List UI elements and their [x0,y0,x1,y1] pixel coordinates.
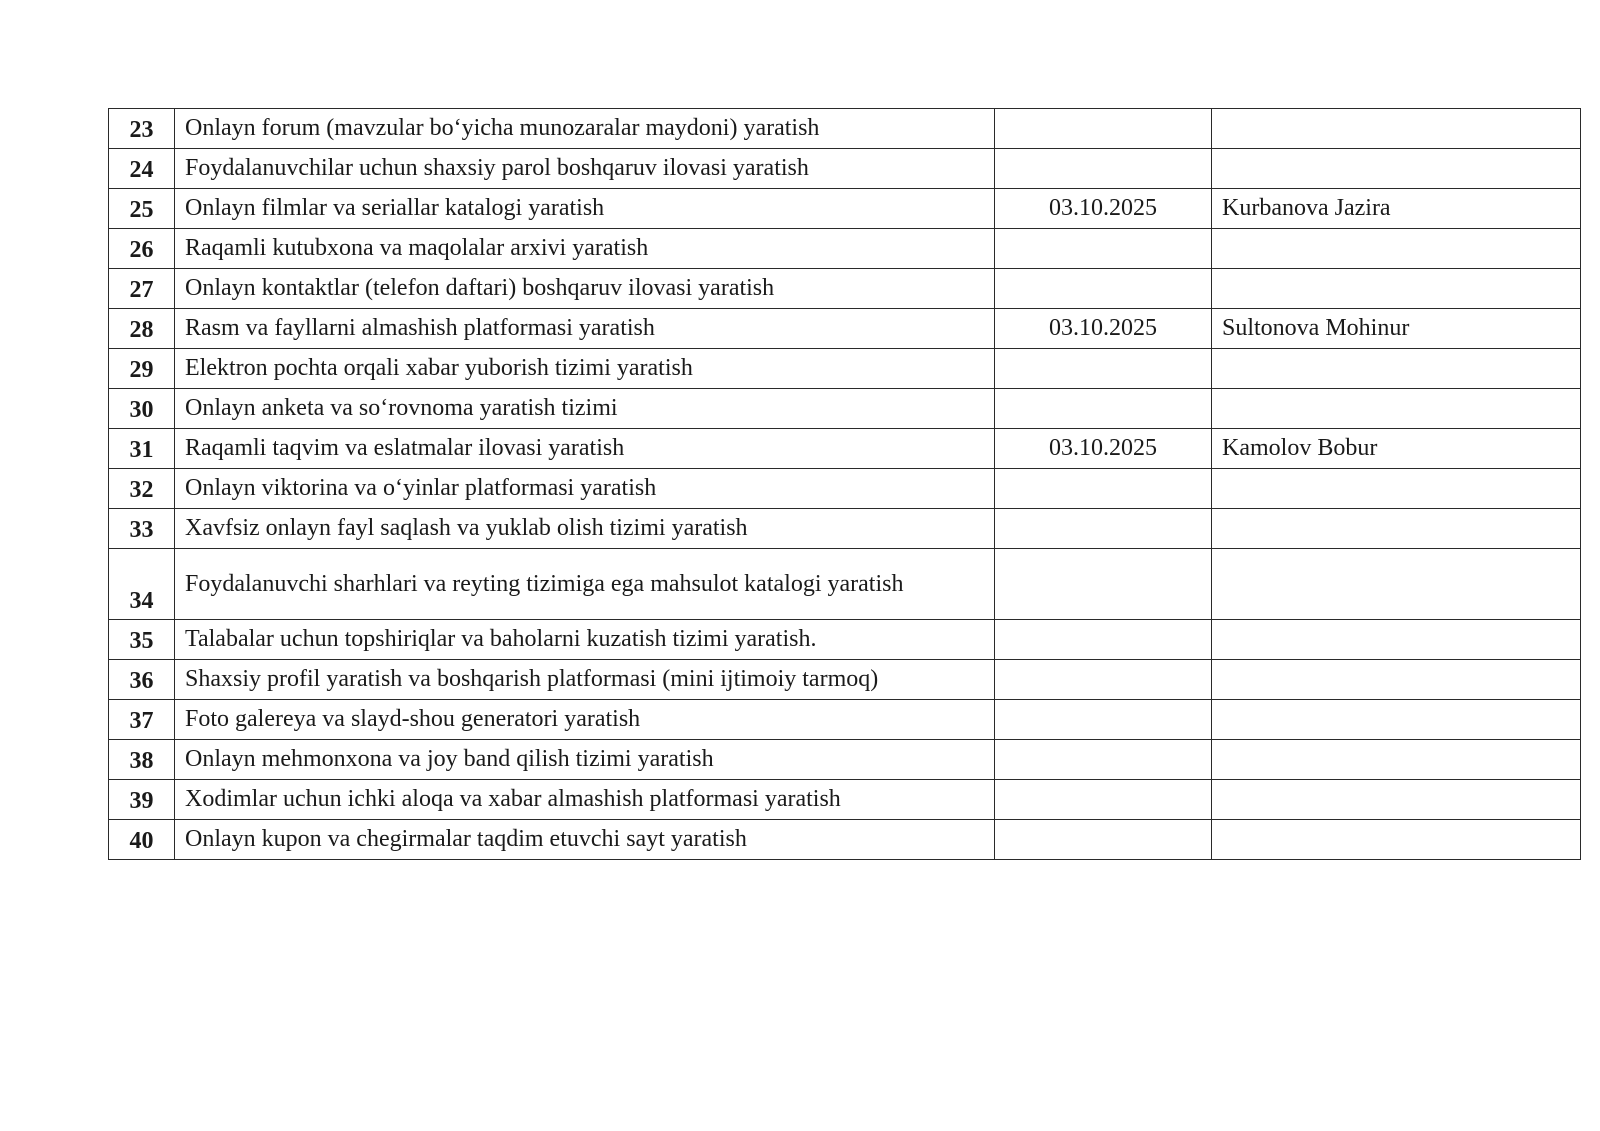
date-cell [995,620,1212,660]
topics-table [108,108,1581,860]
table-row [109,620,1581,660]
student-name-cell [1212,620,1581,660]
date-cell: 03.10.2025 [995,309,1212,349]
table-row [109,109,1581,149]
student-name-cell [1212,820,1581,860]
date-cell [995,660,1212,700]
student-name-cell [1212,740,1581,780]
table-row [109,660,1581,700]
row-number-text: 36 [129,668,154,694]
row-number [109,740,175,780]
table-row [109,189,1581,229]
student-name-cell: Kurbanova Jazira [1212,189,1581,229]
student-name-cell [1212,229,1581,269]
row-number-text: 32 [129,477,154,503]
table-row [109,549,1581,620]
student-name-cell [1212,109,1581,149]
row-number [109,820,175,860]
row-number [109,269,175,309]
date-cell: 03.10.2025 [995,189,1212,229]
date-cell [995,389,1212,429]
row-number-text: 26 [129,237,154,263]
row-number-text: 25 [129,197,154,223]
table-row [109,429,1581,469]
student-name-cell [1212,509,1581,549]
table-row [109,149,1581,189]
topic-title: Onlayn forum (mavzular bo‘yicha munozaralar maydoni) yaratish [175,109,995,149]
date-cell [995,109,1212,149]
topic-title: Onlayn mehmonxona va joy band qilish tizimi yaratish [175,740,995,780]
row-number [109,700,175,740]
date-cell [995,509,1212,549]
topic-title: Foto galereya va slayd-shou generatori yaratish [175,700,995,740]
row-number [109,109,175,149]
row-number-text: 31 [129,437,154,463]
student-name-cell [1212,660,1581,700]
row-number [109,780,175,820]
row-number-text: 33 [129,517,154,543]
table-row [109,229,1581,269]
row-number-text: 38 [129,748,154,774]
row-number-text: 28 [129,317,154,343]
row-number-text: 37 [129,708,154,734]
topic-title: Raqamli kutubxona va maqolalar arxivi yaratish [175,229,995,269]
table-row [109,509,1581,549]
date-cell [995,549,1212,620]
row-number-text: 29 [129,357,154,383]
row-number [109,660,175,700]
row-number [109,189,175,229]
row-number-text: 39 [129,788,154,814]
student-name-cell [1212,149,1581,189]
topic-title: Foydalanuvchilar uchun shaxsiy parol boshqaruv ilovasi yaratish [175,149,995,189]
topic-title: Rasm va fayllarni almashish platformasi yaratish [175,309,995,349]
row-number-text: 27 [129,277,154,303]
row-number [109,620,175,660]
student-name-cell: Sultonova Mohinur [1212,309,1581,349]
date-cell [995,780,1212,820]
topic-title: Shaxsiy profil yaratish va boshqarish platformasi (mini ijtimoiy tarmoq) [175,660,995,700]
topic-title: Onlayn filmlar va seriallar katalogi yaratish [175,189,995,229]
student-name-cell [1212,389,1581,429]
date-cell [995,469,1212,509]
topic-title: Xavfsiz onlayn fayl saqlash va yuklab olish tizimi yaratish [175,509,995,549]
row-number [109,389,175,429]
table-row [109,269,1581,309]
topics-table-body [109,109,1581,860]
topic-title: Onlayn viktorina va o‘yinlar platformasi yaratish [175,469,995,509]
table-row [109,349,1581,389]
topic-title: Onlayn kontaktlar (telefon daftari) boshqaruv ilovasi yaratish [175,269,995,309]
topic-title: Xodimlar uchun ichki aloqa va xabar almashish platformasi yaratish [175,780,995,820]
table-row [109,309,1581,349]
date-cell [995,700,1212,740]
row-number [109,469,175,509]
student-name-cell [1212,269,1581,309]
student-name-cell [1212,780,1581,820]
date-cell: 03.10.2025 [995,429,1212,469]
topic-title: Talabalar uchun topshiriqlar va baholarni kuzatish tizimi yaratish. [175,620,995,660]
student-name-cell [1212,349,1581,389]
topic-title: Raqamli taqvim va eslatmalar ilovasi yaratish [175,429,995,469]
row-number-text: 34 [129,588,154,614]
student-name-cell: Kamolov Bobur [1212,429,1581,469]
student-name-cell [1212,700,1581,740]
table-row [109,780,1581,820]
row-number-text: 23 [129,117,154,143]
table-row [109,700,1581,740]
row-number [109,309,175,349]
topic-title: Foydalanuvchi sharhlari va reyting tizimiga ega mahsulot katalogi yaratish [175,549,995,620]
date-cell [995,740,1212,780]
row-number-text: 30 [129,397,154,423]
topic-title: Onlayn kupon va chegirmalar taqdim etuvchi sayt yaratish [175,820,995,860]
row-number [109,229,175,269]
row-number [109,349,175,389]
date-cell [995,149,1212,189]
date-cell [995,269,1212,309]
topic-title: Elektron pochta orqali xabar yuborish tizimi yaratish [175,349,995,389]
row-number-text: 40 [129,828,154,854]
table-row [109,469,1581,509]
row-number [109,429,175,469]
date-cell [995,820,1212,860]
row-number [109,149,175,189]
table-row [109,389,1581,429]
table-row [109,820,1581,860]
row-number [109,509,175,549]
row-number [109,549,175,620]
date-cell [995,229,1212,269]
student-name-cell [1212,469,1581,509]
student-name-cell [1212,549,1581,620]
table-row [109,740,1581,780]
row-number-text: 24 [129,157,154,183]
row-number-text: 35 [129,628,154,654]
topic-title: Onlayn anketa va so‘rovnoma yaratish tizimi [175,389,995,429]
date-cell [995,349,1212,389]
